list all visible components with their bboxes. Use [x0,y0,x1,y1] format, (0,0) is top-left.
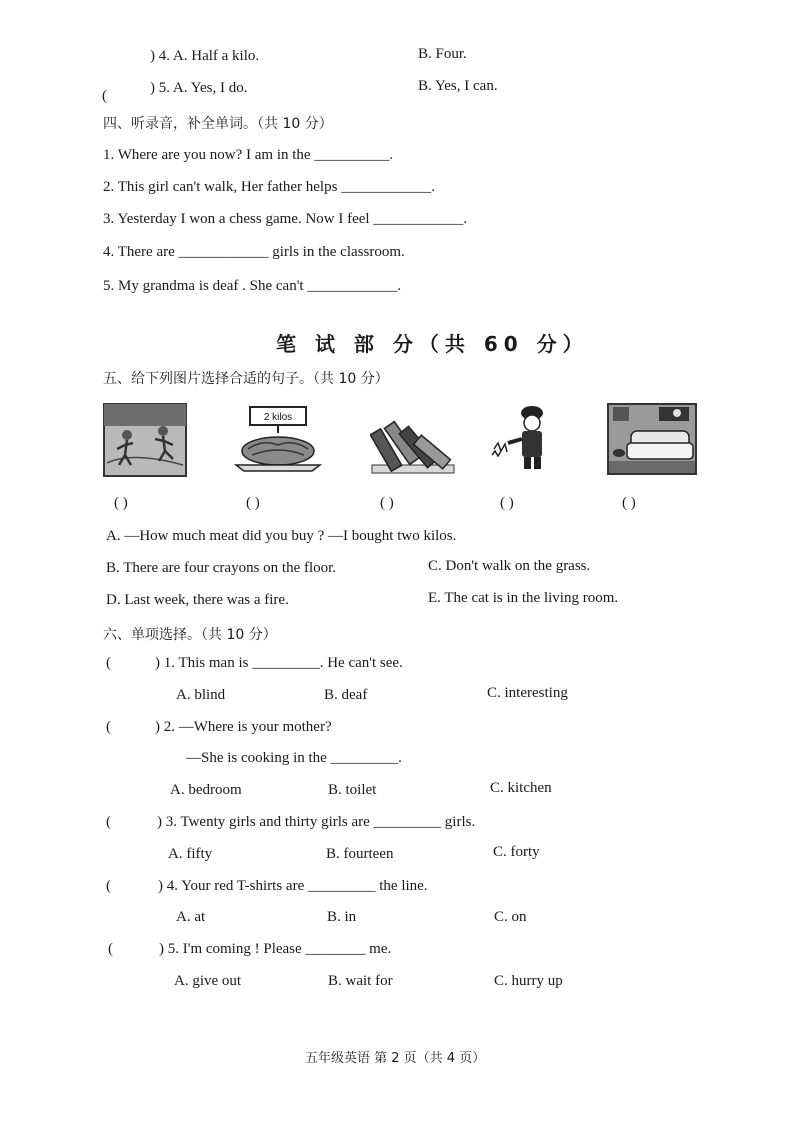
listening-q4: ) 4. A. Half a kilo. [150,48,260,64]
section4-item-1: 1. Where are you now? I am in the __________. [103,147,394,163]
q1-option-c: C. interesting [487,685,568,701]
picture-4-answer-blank[interactable]: ( ) [500,495,514,511]
section4-item-4: 4. There are ____________ girls in the classroom. [103,244,405,260]
section4-heading: 四、听录音，补全单词。（共 10 分） [103,116,333,132]
answer-paren: ( [102,88,107,104]
q3-option-a: A. fifty [168,846,213,862]
q3-stem: ) 3. Twenty girls and thirty girls are _________ girls. [157,814,476,830]
sign-text: 2 kilos [263,412,293,423]
q3-option-c: C. forty [493,844,540,860]
q5-stem: ) 5. I'm coming ! Please ________ me. [159,941,392,957]
picture-2-answer-blank[interactable]: ( ) [246,495,260,511]
section5-heading: 五、给下列图片选择合适的句子。（共 10 分） [103,371,389,387]
q5-answer-paren[interactable]: ( [108,941,113,957]
section5-option-c: C. Don't walk on the grass. [428,558,591,574]
section4-item-2: 2. This girl can't walk, Her father helps ____________. [103,179,435,195]
q1-answer-paren[interactable]: ( [106,655,111,671]
page-footer: 五年级英语 第 2 页（共 4 页） [305,1051,486,1066]
q2-option-b: B. toilet [328,782,377,798]
section6-heading: 六、单项选择。（共 10 分） [103,627,277,643]
section5-option-d: D. Last week, there was a fire. [106,592,289,608]
q4-stem: ) 4. Your red T-shirts are _________ the line. [158,878,428,894]
section5-option-e: E. The cat is in the living room. [428,590,619,606]
q1-option-a: A. blind [176,687,226,703]
q2-answer-paren[interactable]: ( [106,719,111,735]
section4-item-3: 3. Yesterday I won a chess game. Now I feel ____________. [103,211,468,227]
q5-option-a: A. give out [174,973,242,989]
listening-q4-option-b: B. Four. [418,46,467,62]
q3-answer-paren[interactable]: ( [106,814,111,830]
q4-option-c: C. on [494,909,527,925]
q4-answer-paren[interactable]: ( [106,878,111,894]
picture-living-room-cat [607,403,697,475]
picture-fireman [488,403,554,473]
q2-stem-line2: —She is cooking in the _________. [186,750,402,766]
q2-stem: ) 2. —Where is your mother? [155,719,332,735]
section4-item-5: 5. My grandma is deaf . She can't ____________. [103,278,402,294]
q1-option-b: B. deaf [324,687,368,703]
section5-option-b: B. There are four crayons on the floor. [106,560,337,576]
picture-1-answer-blank[interactable]: ( ) [114,495,128,511]
q4-option-a: A. at [176,909,206,925]
q4-option-b: B. in [327,909,357,925]
section5-option-a: A. —How much meat did you buy ? —I bought two kilos. [106,528,457,544]
picture-5-answer-blank[interactable]: ( ) [622,495,636,511]
q5-option-c: C. hurry up [494,973,563,989]
listening-q5-option-b: B. Yes, I can. [418,78,498,94]
picture-meat-two-kilos [232,403,326,473]
picture-running-on-grass [103,403,187,477]
q2-option-a: A. bedroom [170,782,242,798]
listening-q5: ) 5. A. Yes, I do. [150,80,248,96]
written-part-title: 笔 试 部 分（共 60 分） [276,332,589,356]
q2-option-c: C. kitchen [490,780,552,796]
q3-option-b: B. fourteen [326,846,394,862]
picture-3-answer-blank[interactable]: ( ) [380,495,394,511]
q5-option-b: B. wait for [328,973,393,989]
q1-stem: ) 1. This man is _________. He can't see. [155,655,403,671]
picture-crayons [370,403,456,475]
